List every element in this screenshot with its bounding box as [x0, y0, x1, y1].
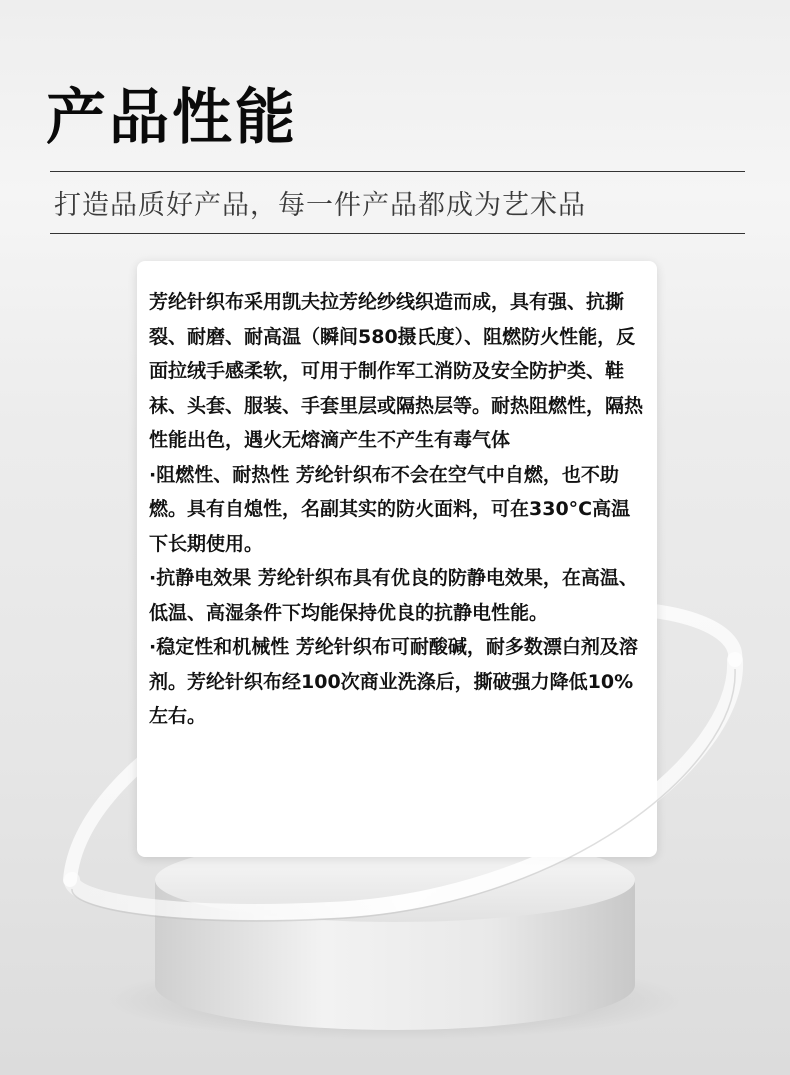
page-title: 产品性能 [46, 83, 298, 153]
page-subtitle: 打造品质好产品，每一件产品都成为艺术品 [54, 190, 586, 221]
description-paragraph-flame-resistance: ·阻燃性、耐热性 芳纶针织布不会在空气中自燃，也不助燃。具有自熄性，名副其实的防火面料，可在330°C高温下长期使用。 [149, 463, 631, 555]
description-paragraph-stability: ·稳定性和机械性 芳纶针织布可耐酸碱，耐多数漂白剂及溶剂。芳纶针织布经100次商业洗涤后，撕破强力降低10%左右。 [149, 636, 638, 727]
description-paragraph-antistatic: ·抗静电效果 芳纶针织布具有优良的防静电效果，在高温、低温、高湿条件下均能保持优良的抗静电性能。 [149, 567, 638, 624]
description-card [137, 261, 657, 857]
title-divider-bottom [50, 233, 745, 234]
description-paragraph-intro: 芳纶针织布采用凯夫拉芳纶纱线织造而成，具有强、抗撕裂、耐磨、耐高温（瞬间580摄氏度）、阻燃防火性能，反面拉绒手感柔软，可用于制作军工消防及安全防护类、鞋袜、头套、服装、手套里层或隔热层等。耐热阻燃性，隔热性能出色，遇火无熔滴产生不产生有毒气体 [149, 291, 644, 451]
title-divider-top [50, 171, 745, 172]
